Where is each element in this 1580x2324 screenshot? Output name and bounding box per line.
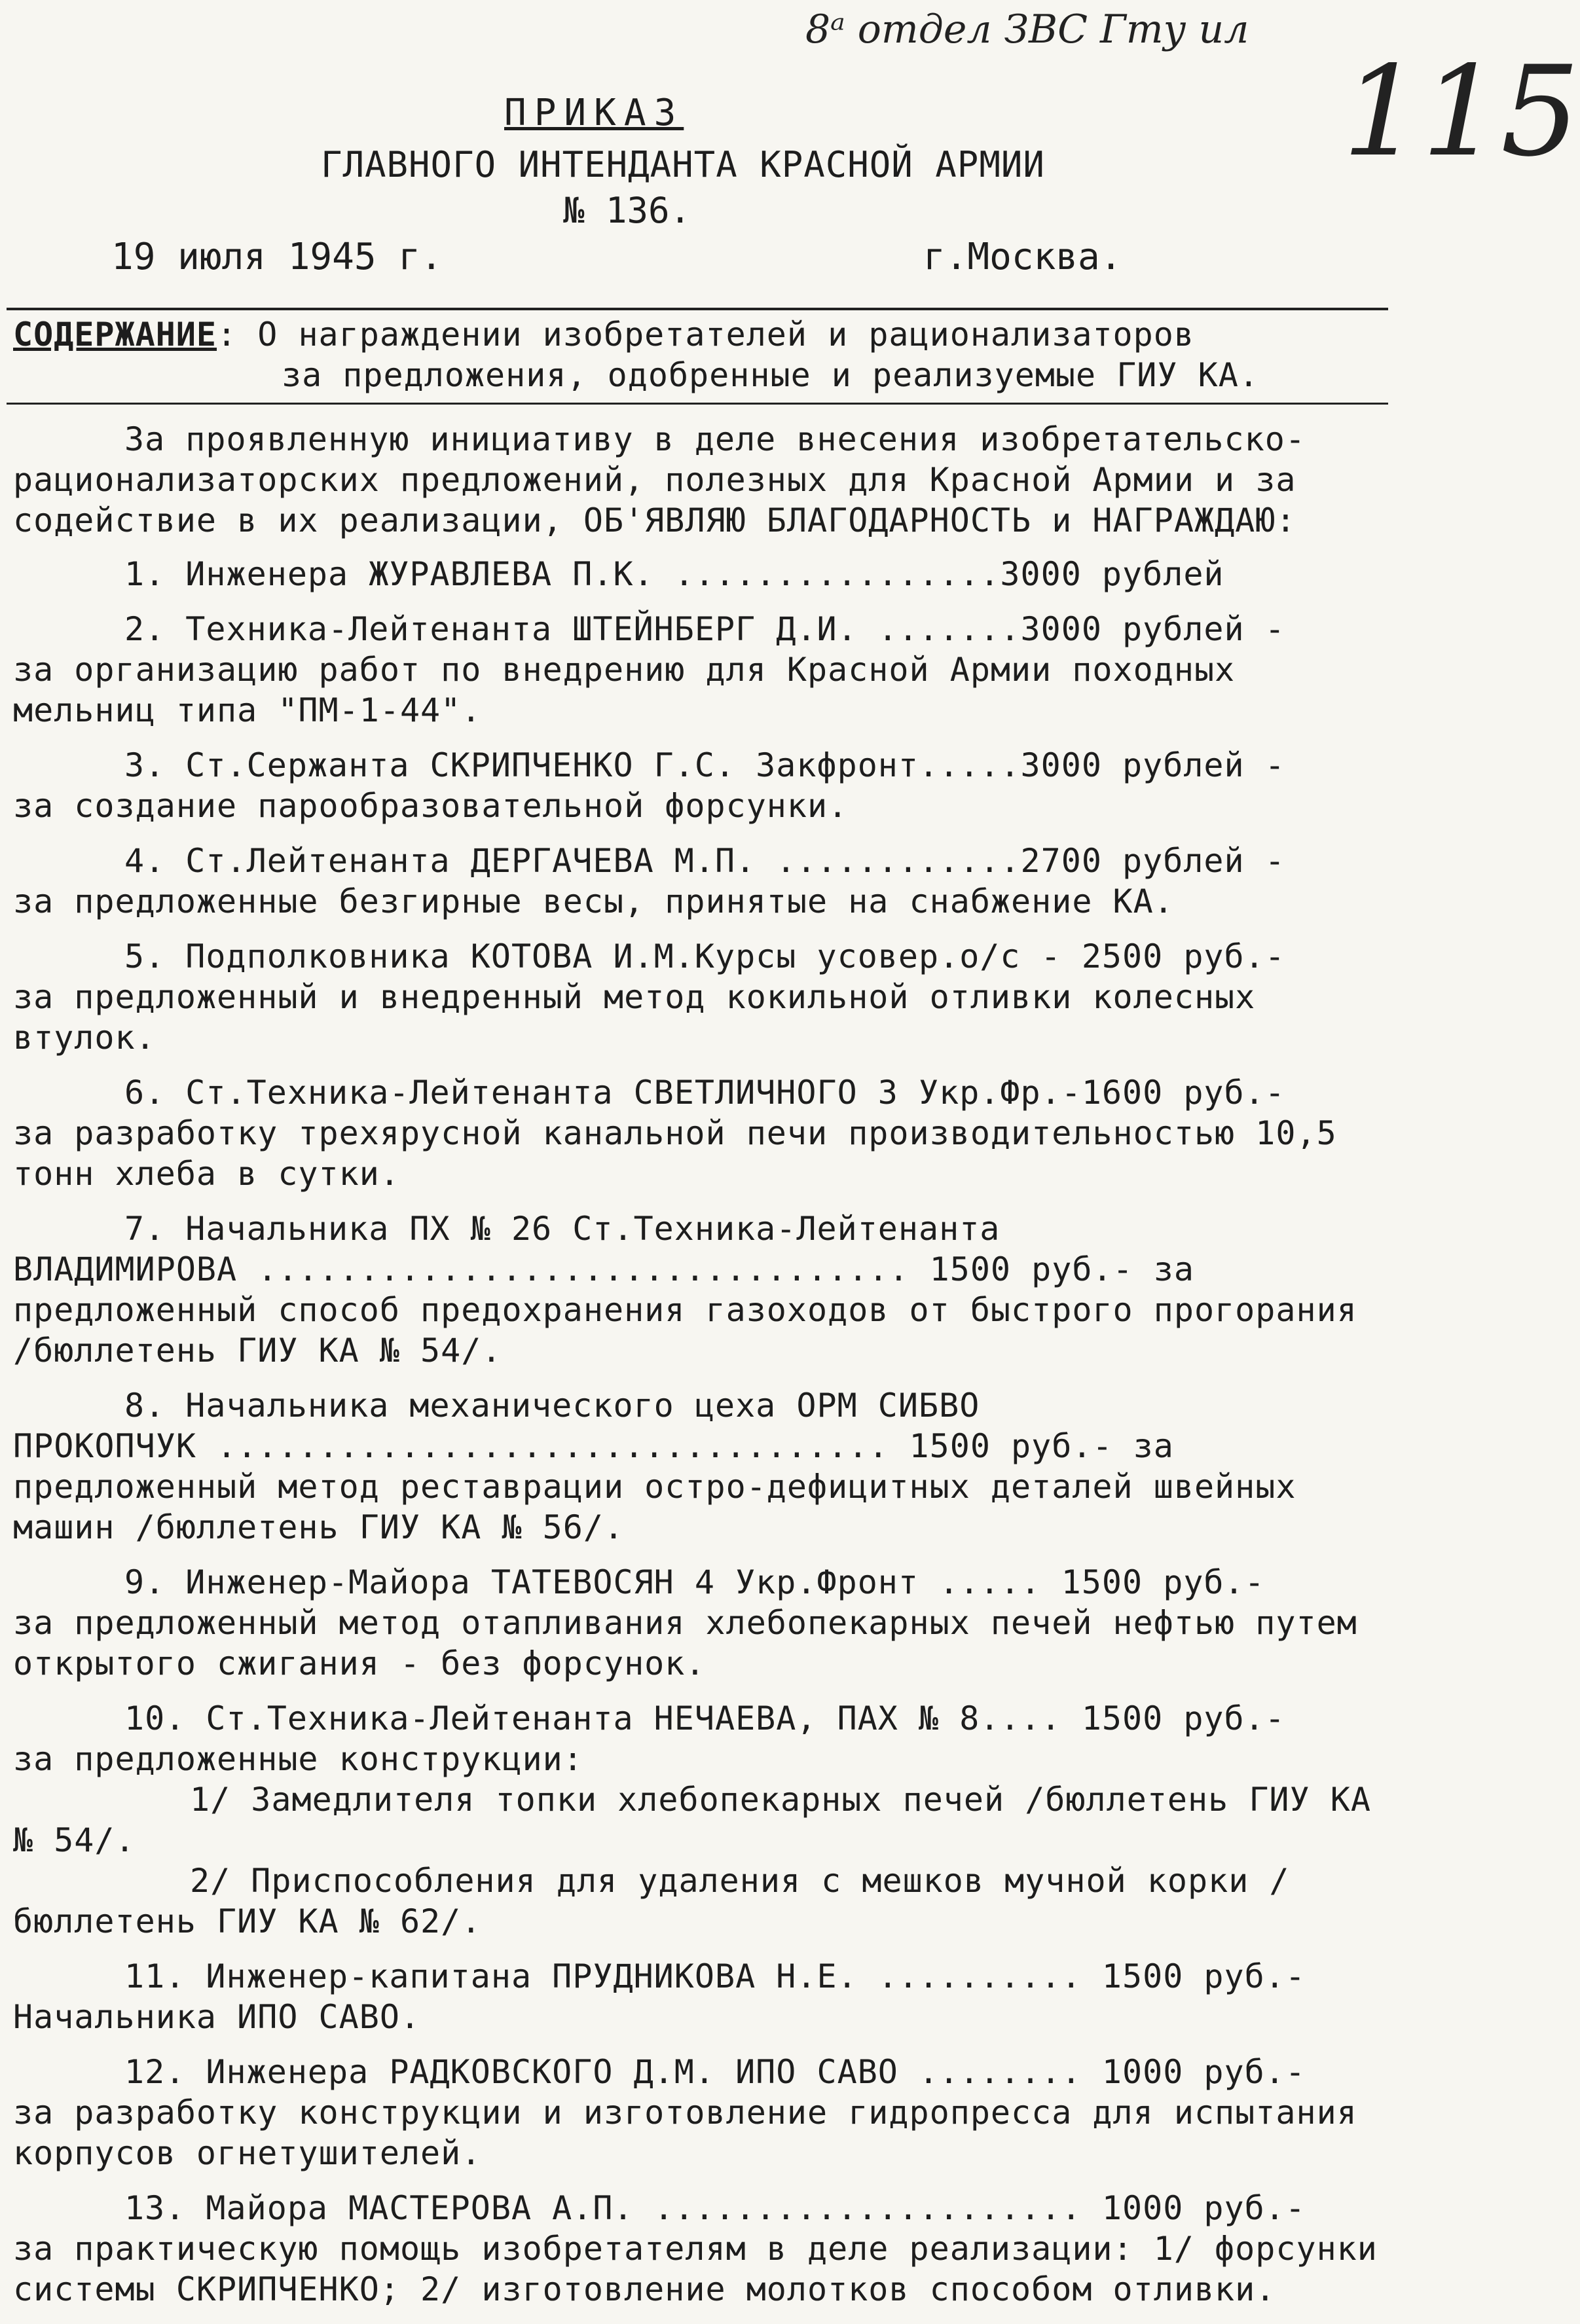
award-heading: 2. Техника-Лейтенанта ШТЕЙНБЕРГ Д.И. .......3000 рублей - (124, 610, 1285, 648)
award-heading: 12. Инженера РАДКОВСКОГО Д.М. ИПО САВО ........ 1000 руб.- (124, 2053, 1306, 2091)
award-heading: 1. Инженера ЖУРАВЛЕВА П.К. ................3000 рублей (124, 555, 1224, 593)
award-item (13, 745, 1388, 826)
award-item (13, 2052, 1388, 2173)
handwritten-note: 8ᵃ отдел ЗВС Гту ил (805, 7, 1249, 52)
award-description: за предложенные конструкции: (13, 1740, 583, 1778)
award-description: за предложенные безгирные весы, принятые на снабжение КА. (13, 882, 1174, 920)
award-description: ПРОКОПЧУК ................................. 1500 руб.- за предложенный метод реставрации остро-дефицитных деталей швейных машин /бюллетень ГИУ КА № 56/. (13, 1427, 1296, 1546)
content-label: СОДЕРЖАНИЕ (13, 316, 217, 354)
award-heading: 9. Инженер-Майора ТАТЕВОСЯН 4 Укр.Фронт ..... 1500 руб.- (124, 1563, 1265, 1601)
award-item (13, 936, 1388, 1058)
award-description: за предложенный и внедренный метод кокильной отливки колесных втулок. (13, 978, 1256, 1057)
order-body (13, 419, 1388, 2324)
award-heading: 5. Подполковника КОТОВА И.М.Курсы усовер.о/с - 2500 руб.- (124, 937, 1285, 975)
award-item (13, 1208, 1388, 1371)
award-item (13, 1562, 1388, 1684)
bottom-divider (7, 403, 1388, 405)
award-description: за разработку конструкции и изготовление гидропресса для испытания корпусов огнетушителей. (13, 2094, 1357, 2172)
award-description: за организацию работ по внедрению для Красной Армии походных мельниц типа "ПМ-1-44". (13, 651, 1236, 729)
award-heading: 10. Ст.Техника-Лейтенанта НЕЧАЕВА, ПАХ № 8.... 1500 руб.- (124, 1699, 1285, 1737)
award-item (13, 1385, 1388, 1548)
document-subtitle: ГЛАВНОГО ИНТЕНДАНТА КРАСНОЙ АРМИИ (321, 144, 1045, 185)
awards-list (13, 554, 1388, 2310)
order-number: № 136. (563, 190, 691, 231)
content-line-2: за предложения, одобренные и реализуемые ГИУ КА. (282, 356, 1259, 394)
document-title: ПРИКАЗ (504, 92, 684, 134)
award-heading: 3. Ст.Сержанта СКРИПЧЕНКО Г.С. Закфронт.....3000 рублей - (124, 746, 1285, 784)
award-item (13, 609, 1388, 731)
award-heading: 8. Начальника механического цеха ОРМ СИБВО (124, 1387, 980, 1425)
order-date: 19 июля 1945 г. (111, 236, 443, 278)
award-item (13, 841, 1388, 922)
award-description: ВЛАДИМИРОВА ................................ 1500 руб.- за предложенный способ предохранения газоходов от быстрого прогорания /бюллетень ГИУ КА № 54/. (13, 1250, 1357, 1370)
top-divider (7, 308, 1388, 310)
award-description: Начальника ИПО САВО. (13, 1998, 421, 2036)
award-heading: 7. Начальника ПХ № 26 Ст.Техника-Лейтенанта (124, 1210, 1001, 1248)
award-description: за практическую помощь изобретателям в деле реализации: 1/ форсунки системы СКРИПЧЕНКО; 2/ изготовление молотков способом отливки. (13, 2230, 1378, 2308)
content-line-1: : О награждении изобретателей и рационализаторов (217, 316, 1194, 354)
award-subitem: 2/ Приспособления для удаления с мешков мучной корки /бюллетень ГИУ КА № 62/. (13, 1862, 1290, 1940)
award-heading: 4. Ст.Лейтенанта ДЕРГАЧЕВА М.П. ............2700 рублей - (124, 842, 1285, 880)
content-summary (13, 314, 1388, 395)
award-heading: 11. Инженер-капитана ПРУДНИКОВА Н.Е. .......... 1500 руб.- (124, 1957, 1306, 1995)
order-city: г.Москва. (923, 236, 1122, 278)
intro-paragraph: За проявленную инициативу в деле внесения изобретательско-рационализаторских предложений, полезных для Красной Армии и за содействие в их реализации, ОБ'ЯВЛЯЮ БЛАГОДАРНОСТЬ и НАГРАЖДАЮ: (13, 420, 1306, 539)
award-description: за создание парообразовательной форсунки. (13, 787, 849, 825)
award-description: за предложенный метод отапливания хлебопекарных печей нефтью путем открытого сжигания - без форсунок. (13, 1604, 1357, 1682)
award-item (13, 1072, 1388, 1194)
award-heading: 13. Майора МАСТЕРОВА А.П. ..................... 1000 руб.- (124, 2189, 1306, 2227)
handwritten-page-number: 115 (1342, 39, 1580, 184)
award-item (13, 1698, 1388, 1942)
award-item (13, 554, 1388, 594)
award-heading: 6. Ст.Техника-Лейтенанта СВЕТЛИЧНОГО 3 Укр.Фр.-1600 руб.- (124, 1074, 1285, 1112)
award-item (13, 2188, 1388, 2310)
award-item (13, 1956, 1388, 2037)
award-subitem: 1/ Замедлителя топки хлебопекарных печей /бюллетень ГИУ КА № 54/. (13, 1781, 1371, 1859)
award-description: за разработку трехярусной канальной печи производительностью 10,5 тонн хлеба в сутки. (13, 1114, 1337, 1193)
